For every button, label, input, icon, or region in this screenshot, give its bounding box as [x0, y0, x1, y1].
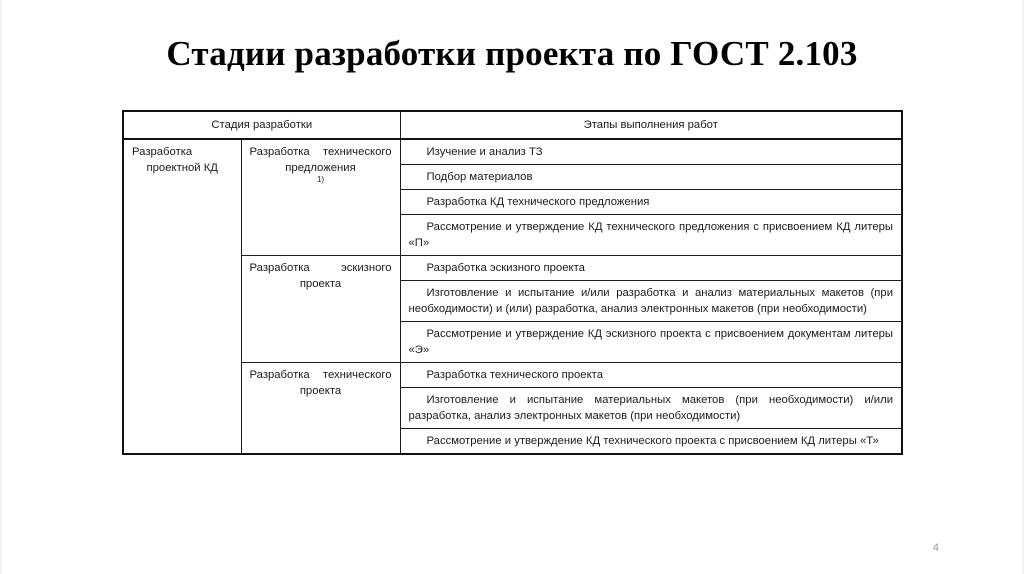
stage-cell-technical-design — [241, 363, 400, 455]
stage-label: Разработка эскизного проекта — [249, 262, 392, 291]
step-cell: Изготовление и испытание и/или разработка и анализ материальных макетов (при необходимости) и (или) разработка, анализ электронных макетов (при необходимости) — [400, 281, 902, 322]
step-cell: Изучение и анализ ТЗ — [400, 139, 902, 165]
column-header-stage: Стадия разработки — [123, 111, 400, 139]
gost-stages-table-wrapper — [122, 110, 901, 455]
footnote-marker: 1) — [316, 175, 325, 185]
step-cell: Разработка технического проекта — [400, 363, 902, 388]
page-number: 4 — [932, 542, 939, 554]
page-title: Стадии разработки проекта по ГОСТ 2.103 — [166, 34, 858, 73]
step-cell: Разработка эскизного проекта — [400, 256, 902, 281]
column-header-steps: Этапы выполнения работ — [400, 111, 902, 139]
step-cell: Подбор материалов — [400, 165, 902, 190]
stage-group-label: Разработка проектной КД — [132, 146, 218, 175]
stage-cell-technical-proposal — [241, 139, 400, 256]
table-body — [123, 139, 902, 454]
stage-cell-draft-design — [241, 256, 400, 363]
stage-group-cell — [123, 139, 241, 454]
step-cell: Разработка КД технического предложения — [400, 190, 902, 215]
gost-stages-table — [122, 110, 903, 455]
step-cell: Рассмотрение и утверждение КД технического предложения с присвоением КД литеры «П» — [400, 215, 902, 256]
stage-label: Разработка технического предложения — [249, 146, 392, 175]
table-header — [123, 111, 902, 139]
stage-label: Разработка технического проекта — [249, 369, 392, 398]
step-cell: Рассмотрение и утверждение КД технического проекта с присвоением КД литеры «Т» — [400, 429, 902, 455]
step-cell: Рассмотрение и утверждение КД эскизного проекта с присвоением документам литеры «Э» — [400, 322, 902, 363]
step-cell: Изготовление и испытание материальных макетов (при необходимости) и/или разработка, анализ электронных макетов (при необходимости) — [400, 388, 902, 429]
table-row — [123, 139, 902, 165]
table-header-row — [123, 111, 902, 139]
